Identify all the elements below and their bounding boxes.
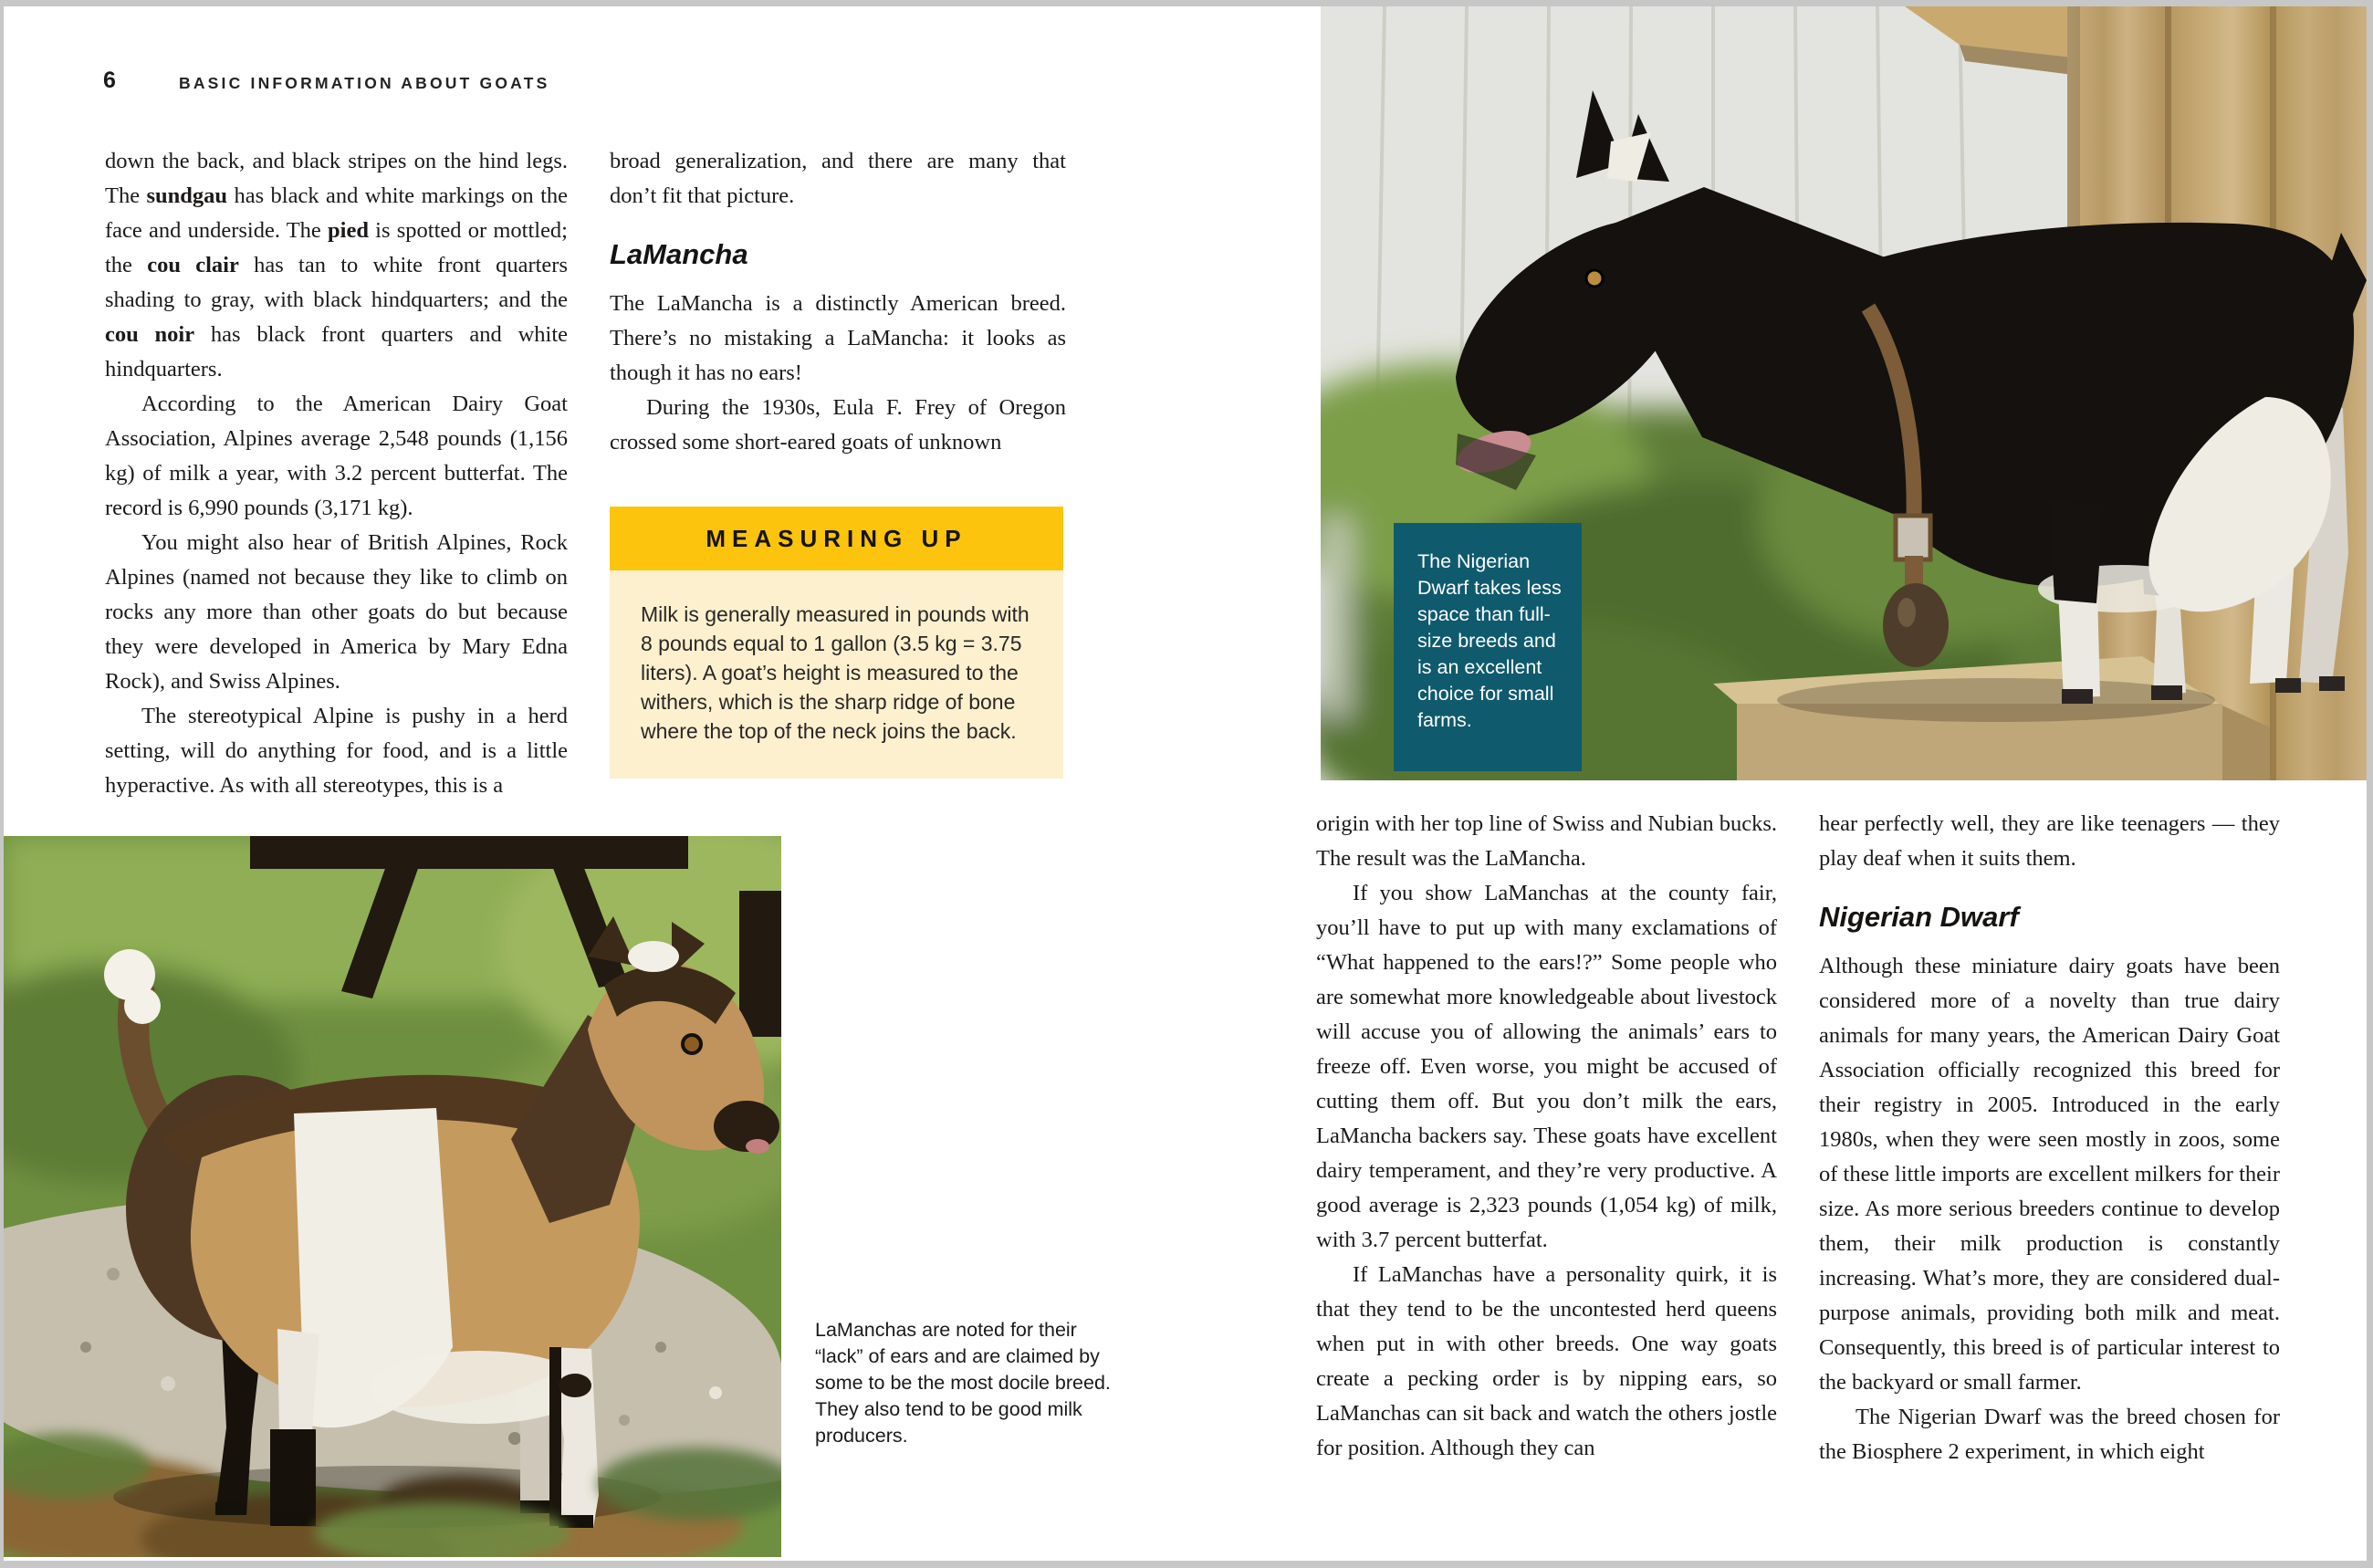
page-border-top (0, 0, 2373, 6)
page-border-left (0, 0, 4, 1568)
page-number: 6 (103, 68, 116, 93)
paragraph: origin with her top line of Swiss and Nubian bucks. The result was the LaMancha. (1316, 811, 1777, 871)
running-head: BASIC INFORMATION ABOUT GOATS (179, 74, 550, 92)
right-page-column-1 (1316, 807, 1777, 1466)
column-body (1819, 949, 2280, 1469)
paragraph: The LaMancha is a distinctly American breed. There’s no mistaking a LaMancha: it looks as though it has no ears! (610, 291, 1066, 385)
right-page-column-2 (1819, 807, 2280, 1469)
paragraph: You might also hear of British Alpines, Rock Alpines (named not because they like to climb on rocks any more than other goats do but because they were developed in America by Mary Edna Rock), and Swiss Alpines. (105, 530, 568, 694)
paragraph: According to the American Dairy Goat Association, Alpines average 2,548 pounds (1,156 kg) of milk a year, with 3.2 percent butterfat. The record is 6,990 pounds (3,171 kg). (105, 392, 568, 520)
sidebar-title: MEASURING UP (610, 507, 1063, 570)
paragraph: The Nigerian Dwarf was the breed chosen for the Biosphere 2 experiment, in which eight (1819, 1405, 2280, 1464)
paragraph: If you show LaManchas at the county fair, you’ll have to put up with many exclamations of “What happened to the ears!?” Some people who are somewhat more knowledgeable about livestock will accuse you of allowing the animals’ ears to freeze off. Even worse, you might be accused of cutting them off. But you don’t milk the ears, LaMancha backers say. These goats have excellent dairy temperament, and they’re very productive. A good average is 2,323 pounds (1,054 kg) of milk, with 3.7 percent butterfat. (1316, 881, 1777, 1252)
paragraph: broad generalization, and there are many that don’t fit that picture. (610, 149, 1066, 208)
nigerian-dwarf-photo-caption: The Nigerian Dwarf takes less space than full-size breeds and is an excellent choice for small farms. (1394, 523, 1582, 771)
column-intro (1819, 807, 2280, 876)
goat-in-grass-illustration (4, 836, 781, 1557)
measuring-up-sidebar (610, 507, 1063, 779)
paragraph: If LaManchas have a personality quirk, it is that they tend to be the uncontested herd queens when put in with other breeds. One way goats create a pecking order is by nipping ears, so LaManchas can sit back and watch the others jostle for position. Although they can (1316, 1262, 1777, 1460)
paragraph: hear perfectly well, they are like teenagers — they play deaf when it suits them. (1819, 811, 2280, 871)
paragraph: During the 1930s, Eula F. Frey of Oregon crossed some short-eared goats of unknown (610, 395, 1066, 455)
section-heading-lamancha: LaMancha (610, 238, 748, 270)
section-heading-nigerian-dwarf: Nigerian Dwarf (1819, 901, 2019, 933)
lamancha-photo-caption: LaManchas are noted for their “lack” of ears and are claimed by some to be the most docile breed. They also tend to be good milk producers. (815, 1319, 1111, 1447)
lamancha-goat-photo (4, 836, 781, 1557)
column-intro (610, 144, 1066, 214)
paragraph: down the back, and black stripes on the hind legs. The sundgau has black and white markings on the face and underside. The pied is spotted or mottled; the cou clair has tan to white front quarters shading to gray, with black hindquarters; and the cou noir has black front quarters and white hindquarters. (105, 149, 568, 382)
column-body (610, 287, 1066, 460)
page-border-bottom (0, 1561, 2373, 1568)
paragraph: Although these miniature dairy goats have been considered more of a novelty than true dairy animals for many years, the American Dairy Goat Association officially recognized this breed for their registry in 2005. Introduced in the early 1980s, when they were seen mostly in zoos, some of these little imports are excellent milkers for their size. As more serious breeders continue to develop them, their milk production is constantly increasing. What’s more, they are considered dual-purpose animals, providing both milk and meat. Consequently, this breed is of particular interest to the backyard or small farmer. (1819, 954, 2280, 1395)
left-page-column-2 (610, 144, 1066, 460)
sidebar-body-text: Milk is generally measured in pounds with 8 pounds equal to 1 gallon (3.5 kg = 3.75 liters). A goat’s height is measured to the withers, which is the sharp ridge of bone where the top of the neck joins the back. (610, 570, 1063, 779)
paragraph: The stereotypical Alpine is pushy in a herd setting, will do anything for food, and is a little hyperactive. As with all stereotypes, this is a (105, 704, 568, 798)
left-page-column-1 (105, 144, 568, 803)
page-border-right (2367, 0, 2373, 1568)
